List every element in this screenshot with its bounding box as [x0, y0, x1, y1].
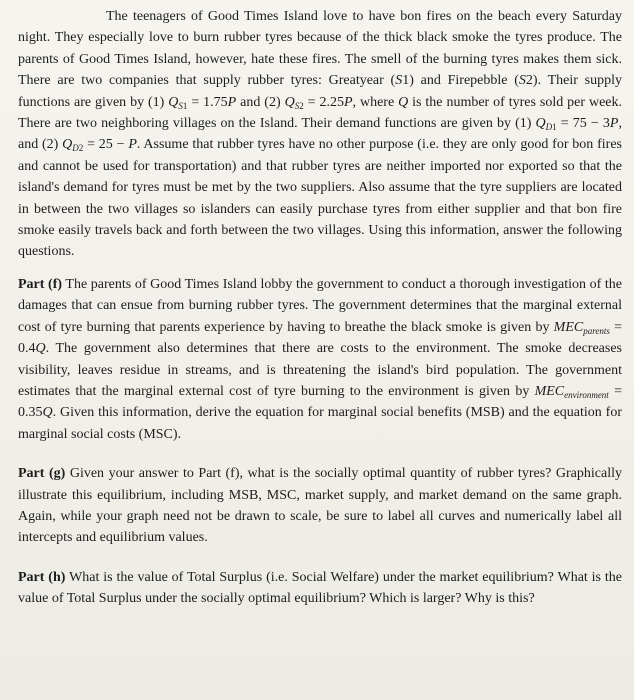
part-g-text: Given your answer to Part (f), what is the socially optimal quantity of rubber tyres? Graphically illustrate this equilibrium, including MSB, MSC, market supply, and market demand on the same graph. Again, while your graph need not be drawn to scale, be sure to label all curves and numerically label all intercepts and equilibrium values. [18, 466, 622, 546]
part-h-text: What is the value of Total Surplus (i.e. Social Welfare) under the market equilibrium? What is the value of Total Surplus under the socially optimal equilibrium? Which is larger? Why is this? [18, 569, 622, 607]
part-f-text: The parents of Good Times Island lobby the government to conduct a thorough investigation of the damages that can ensue from burning rubber tyres. The government determines that the marginal external cost of tyre burning that parents experience by having to breathe the black smoke is given by $MEC_{parents} = 0.4Q$. The government also determines that there are costs to the environment. The smoke decreases visibility, leaves residue in streams, and is threatening the island's bird population. The government estimates that the marginal external cost of tyre burning to the environment is given by $MEC_{environment} = 0.35Q$. Given this information, derive the equation for marginal social benefits (MSB) and the equation for marginal social costs (MSC). [18, 276, 622, 442]
part-f-paragraph [18, 274, 622, 445]
part-h-label: Part (h) [18, 569, 66, 585]
intro-paragraph: The teenagers of Good Times Island love to have bon fires on the beach every Saturday night. They especially love to burn rubber tyres because of the thick black smoke the tyres produce. The parents of Good Times Island, however, hate these fires. The smell of the burning tyres makes them sick. There are two companies that supply rubber tyres: Greatyear (S1) and Firepebble (S2). Their supply functions are given by (1) $Q_{S1} = 1.75P$ and (2) $Q_{S2} = 2.25P$, where Q is the number of tyres sold per week. There are two neighboring villages on the Island. Their demand functions are given by (1) $Q_{D1} = 75 - 3P$, and (2) $Q_{D2} = 25 - P$. Assume that rubber tyres have no other purpose (i.e. they are only good for bon fires and cannot be used for transportation) and that rubber tyres are neither imported nor exported so that the island's demand for tyres must be met by the two suppliers. Also assume that the tyre suppliers are located in between the two villages so islanders can easily purchase tyres from either supplier and that bon fire smoke easily travels back and forth between the two villages. Using this information, answer the following questions. [18, 9, 622, 260]
part-h-paragraph [18, 567, 622, 610]
part-f-label: Part (f) [18, 276, 63, 292]
part-g-label: Part (g) [18, 466, 66, 482]
part-g-paragraph [18, 463, 622, 549]
